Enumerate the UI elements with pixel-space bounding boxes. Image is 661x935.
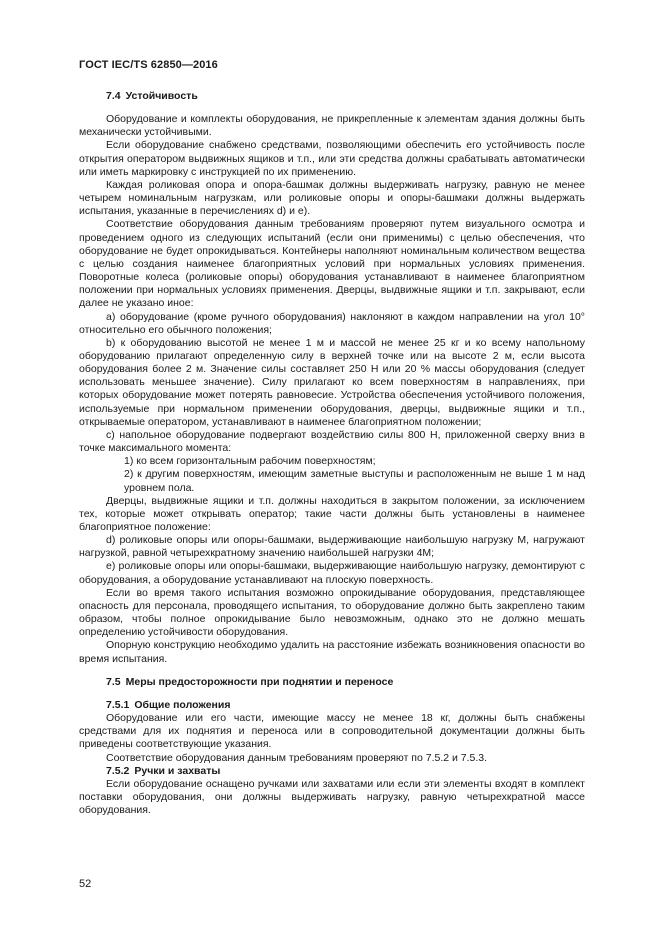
paragraph: Оборудование или его части, имеющие массу не менее 18 кг, должны быть снабжены средствами для их поднятия и переноса или в сопроводительной документации должны быть приведены соответствующие указания. [79, 712, 585, 751]
list-item-d: d) роликовые опоры или опоры-башмаки, выдерживающие наибольшую нагрузку M, нагружают нагрузкой, равной четырехкратному значению наибольшей нагрузки 4M; [79, 534, 585, 560]
section-heading-7-5 [79, 676, 585, 689]
section-number: 7.5.1 [106, 698, 130, 711]
section-title: Общие положения [134, 698, 231, 711]
list-item-c: c) напольное оборудование подвергают воздействию силы 800 Н, приложенной сверху вниз в точке максимального момента: [79, 428, 585, 455]
paragraph: Оборудование и комплекты оборудования, не прикрепленные к элементам здания должны быть механически устойчивыми. [79, 113, 585, 139]
page-body [79, 90, 585, 817]
section-title: Ручки и захваты [134, 764, 221, 777]
paragraph: Опорную конструкцию необходимо удалить на расстояние избежать возникновения опасности во время испытания. [79, 639, 585, 665]
section-number: 7.4 [106, 90, 121, 102]
list-item-c1: 1) ко всем горизонтальным рабочим поверхностям; [124, 455, 376, 468]
list-item-c2: 2) к другим поверхностям, имеющим заметные выступы и расположенным не выше 1 м над уровнем пола. [124, 468, 585, 494]
list-item-b: b) к оборудованию высотой не менее 1 м и массой не менее 25 кг и ко всему напольному оборудованию прилагают определенную силу в верхней точке или на высоте 2 м, если высота оборудования более 2 м. Значение силы составляет 250 Н или 20 % массы оборудования (следует использовать меньшее значение). Силу прилагают ко всем поверхностям в направлениях, при которых оборудование может потерять равновесие. Устройства обеспечения устойчивого положения, используемые при нормальном применении оборудования, дверцы, выдвижные ящики и т.п., открываемые оператором, устанавливают в наименее благоприятном положении; [79, 336, 585, 428]
paragraph: Соответствие оборудования данным требованиям проверяют по 7.5.2 и 7.5.3. [106, 751, 488, 764]
section-number: 7.5 [106, 675, 121, 688]
page-number: 52 [79, 878, 92, 890]
paragraph: Соответствие оборудования данным требованиям проверяют путем визуального осмотра и проведением одного из следующих испытаний (если они применимы) с целью обеспечения, что оборудование не будет опрокидываться. Контейнеры наполняют номинальным количеством вещества с целью создания наименее благоприятных условий при нормальных условиях применения. Поворотные колеса (роликовые опоры) оборудования устанавливают в наименее благоприятном положении при нормальных условиях применения. Дверцы, выдвижные ящики и т.п. закрывают, если далее не указано иное: [79, 218, 585, 310]
section-heading-7-5-1 [79, 699, 585, 712]
section-heading-7-5-2 [79, 765, 585, 778]
paragraph: Если оборудование оснащено ручками или захватами или если эти элементы входят в комплект поставки оборудования, они должны выдерживать нагрузку, равную четырехкратной массе оборудования. [79, 777, 585, 817]
section-title: Меры предосторожности при поднятии и переносе [125, 675, 394, 688]
list-item-e: e) роликовые опоры или опоры-башмаки, выдерживающие наибольшую нагрузку, демонтируют с оборудования, а оборудование устанавливают на плоскую поверхность. [79, 560, 585, 586]
paragraph: Если оборудование снабжено средствами, позволяющими обеспечить его устойчивость после открытия оператором выдвижных ящиков и т.п., или эти средства должны срабатывать автоматически или иметь маркировку с инструкцией по их применению. [79, 139, 585, 178]
section-number: 7.5.2 [106, 764, 130, 777]
standard-header: ГОСТ IEC/TS 62850—2016 [79, 59, 218, 71]
section-heading-7-4 [79, 90, 585, 103]
paragraph: Если во время такого испытания возможно опрокидывание оборудования, представляющее опасность для персонала, проводящего испытания, то оборудование должно быть закреплено таким образом, чтобы полное опрокидывание было невозможным, однако это не должно мешать определению устойчивости оборудования. [79, 586, 585, 639]
list-item-a: а) оборудование (кроме ручного оборудования) наклоняют в каждом направлении на угол 10° относительно его обычного положения; [79, 310, 585, 336]
section-title: Устойчивость [125, 90, 198, 102]
paragraph: Каждая роликовая опора и опора-башмак должны выдерживать нагрузку, равную не менее четырем номинальным нагрузкам, или роликовые опоры и опоры-башмаки должны выдержать испытания, указанные в перечислениях d) и e). [79, 178, 585, 218]
paragraph: Дверцы, выдвижные ящики и т.п. должны находиться в закрытом положении, за исключением тех, которые может открывать оператор; такие части должны быть установлены в наименее благоприятное положение: [79, 494, 585, 533]
